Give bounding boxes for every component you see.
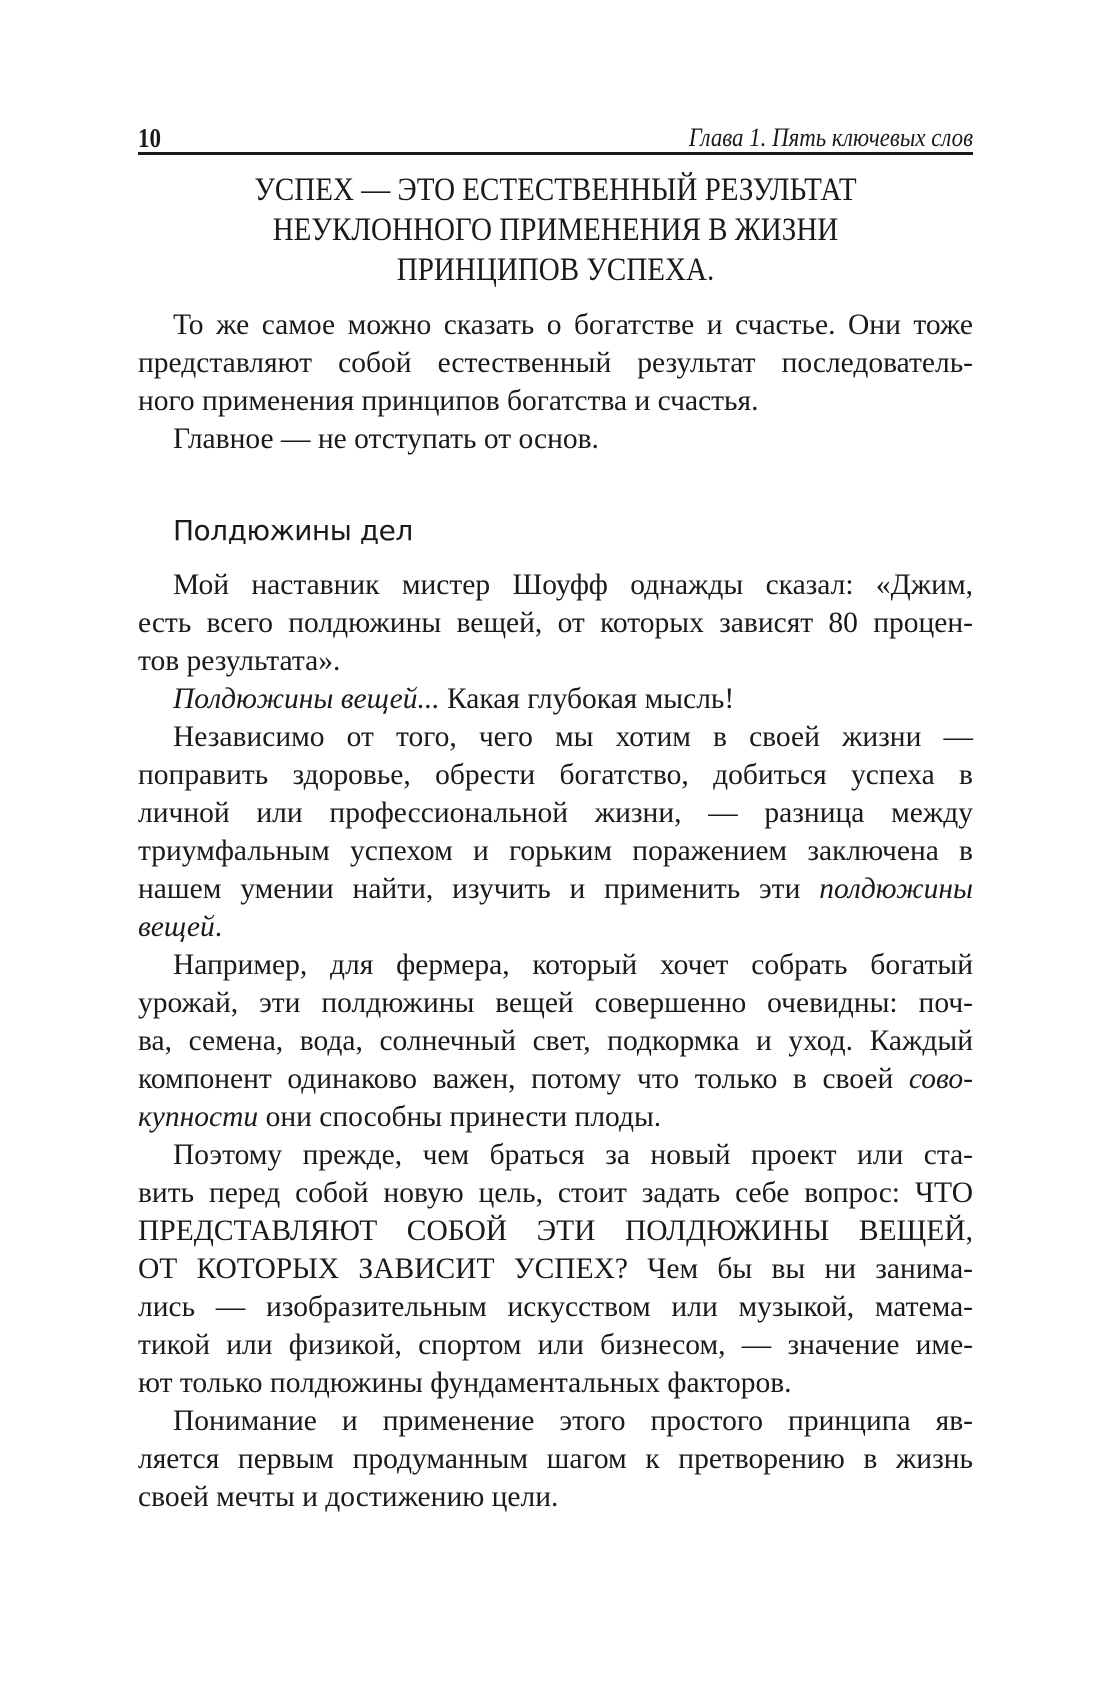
- motto: [138, 170, 973, 290]
- text-fragment: они способны принести плоды.: [258, 1101, 662, 1133]
- text-line: [138, 680, 973, 718]
- text-line: тов результата».: [138, 645, 341, 677]
- text-line: Например, для фермера, который хочет собрать богатый: [173, 949, 973, 981]
- page-number: 10: [138, 123, 161, 153]
- text-line: Главное — не отступать от основ.: [173, 423, 599, 455]
- text-line: тикой или физикой, спортом или бизнесом, — значение име-: [138, 1329, 973, 1361]
- running-head: [138, 118, 973, 155]
- text-line: Поэтому прежде, чем браться за новый проект или ста-: [173, 1139, 973, 1171]
- italic-phrase: полдюжины: [819, 873, 973, 905]
- intro-paragraphs: [138, 306, 973, 458]
- text-line: Понимание и применение этого простого принципа яв-: [173, 1405, 973, 1437]
- text-line: представляют собой естественный результат последователь-: [138, 347, 973, 379]
- section-heading: Полдюжины дел: [173, 514, 413, 547]
- text-line: лись — изобразительным искусством или музыкой, матема-: [138, 1291, 973, 1323]
- text-line: То же самое можно сказать о богатстве и счастье. Они тоже: [173, 309, 973, 341]
- italic-phrase: Полдюжины вещей...: [173, 683, 440, 715]
- text-line: ного применения принципов богатства и счастья.: [138, 385, 759, 417]
- text-line: [138, 1060, 973, 1098]
- section-body: [138, 566, 973, 1516]
- text-line: ОТ КОТОРЫХ ЗАВИСИТ УСПЕХ? Чем бы вы ни занима-: [138, 1253, 973, 1285]
- text-line: ляется первым продуманным шагом к претворению в жизнь: [138, 1443, 973, 1475]
- italic-phrase: сово-: [908, 1063, 973, 1095]
- italic-phrase: купности: [138, 1101, 259, 1133]
- motto-line: УСПЕХ — ЭТО ЕСТЕСТВЕННЫЙ РЕЗУЛЬТАТ: [254, 172, 857, 208]
- text-line: [138, 1098, 973, 1136]
- motto-line: НЕУКЛОННОГО ПРИМЕНЕНИЯ В ЖИЗНИ: [272, 212, 839, 248]
- text-fragment: нашем умении найти, изучить и применить эти: [138, 873, 820, 905]
- motto-line: ПРИНЦИПОВ УСПЕХА.: [396, 252, 715, 288]
- text-fragment: .: [214, 911, 223, 943]
- text-line: Независимо от того, чего мы хотим в своей жизни —: [173, 721, 973, 753]
- text-line: [138, 908, 973, 946]
- text-fragment: компонент одинаково важен, потому что только в своей: [138, 1063, 909, 1095]
- text-line: личной или профессиональной жизни, — разница между: [138, 797, 973, 829]
- text-fragment: Какая глубокая мысль!: [439, 683, 735, 715]
- text-line: вить перед собой новую цель, стоит задать себе вопрос: ЧТО: [138, 1177, 973, 1209]
- text-line: ПРЕДСТАВЛЯЮТ СОБОЙ ЭТИ ПОЛДЮЖИНЫ ВЕЩЕЙ,: [138, 1215, 973, 1247]
- text-line: ва, семена, вода, солнечный свет, подкормка и уход. Каждый: [138, 1025, 973, 1057]
- italic-phrase: вещей: [138, 911, 215, 943]
- text-line: триумфальным успехом и горьким поражением заключена в: [138, 835, 973, 867]
- text-line: Мой наставник мистер Шоуфф однажды сказал: «Джим,: [173, 569, 973, 601]
- text-line: [138, 870, 973, 908]
- chapter-title: Глава 1. Пять ключевых слов: [688, 123, 973, 152]
- text-line: своей мечты и достижению цели.: [138, 1481, 559, 1513]
- text-line: есть всего полдюжины вещей, от которых зависят 80 процен-: [138, 607, 973, 639]
- text-line: поправить здоровье, обрести богатство, добиться успеха в: [138, 759, 973, 791]
- text-line: урожай, эти полдюжины вещей совершенно очевидны: поч-: [138, 987, 973, 1019]
- text-line: ют только полдюжины фундаментальных факторов.: [138, 1367, 792, 1399]
